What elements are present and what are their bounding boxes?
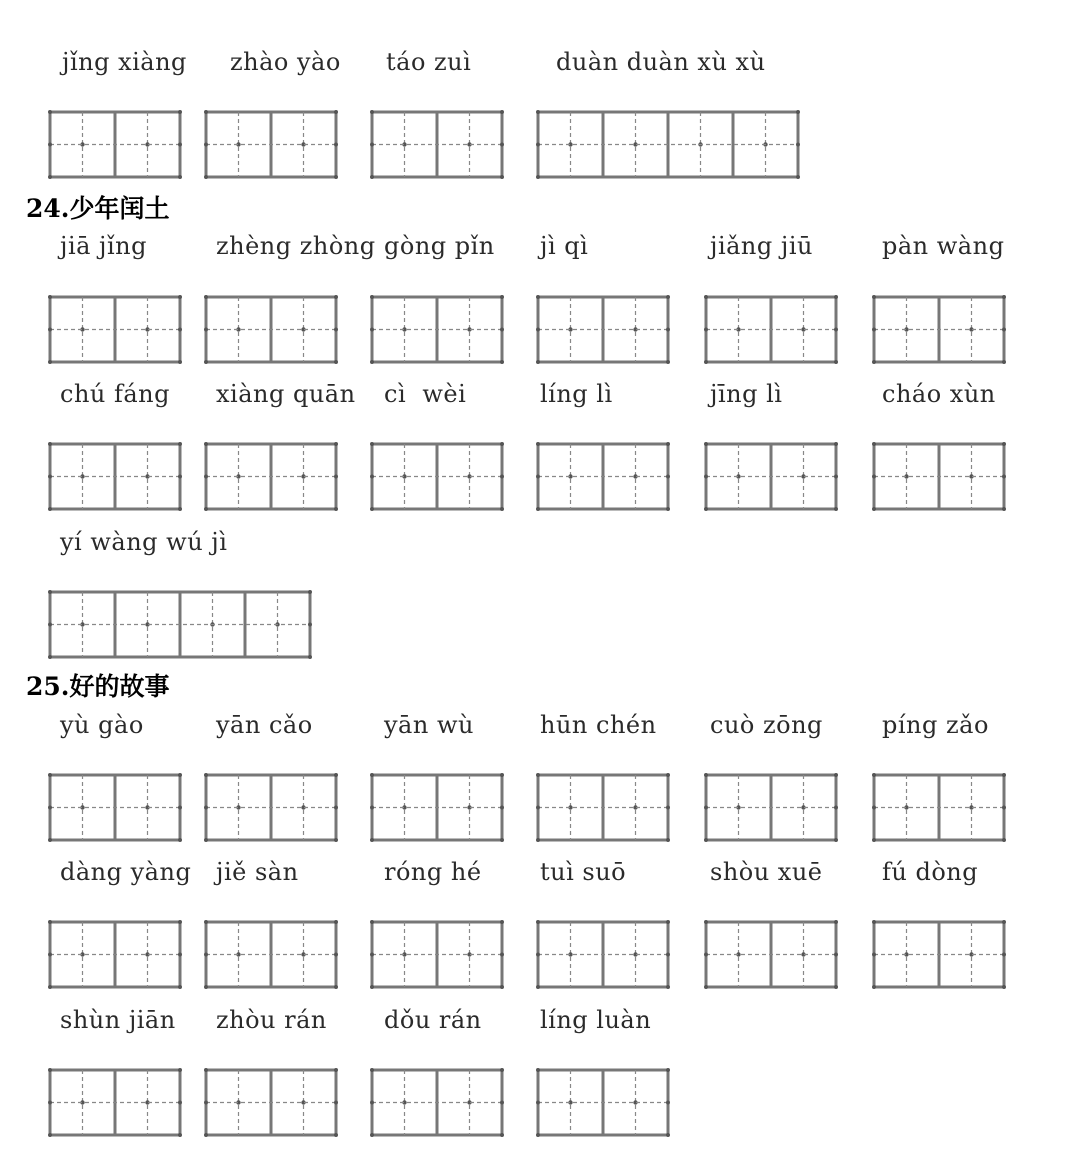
pinyin-label: jiā jǐng [60, 232, 147, 260]
tianzige-grid[interactable] [48, 110, 182, 179]
tianzige-grid[interactable] [48, 920, 182, 989]
pinyin-label: duàn duàn xù xù [556, 48, 766, 76]
pinyin-label: yù gào [60, 711, 144, 739]
pinyin-label: dǒu rán [384, 1006, 482, 1034]
tianzige-grid[interactable] [204, 1068, 338, 1137]
pinyin-label: yān cǎo [216, 711, 313, 739]
tianzige-grid[interactable] [48, 295, 182, 364]
pinyin-label: cuò zōng [710, 711, 823, 739]
tianzige-grid[interactable] [536, 1068, 670, 1137]
tianzige-grid[interactable] [536, 920, 670, 989]
tianzige-grid[interactable] [204, 442, 338, 511]
tianzige-grid[interactable] [370, 295, 504, 364]
pinyin-label: zhòu rán [216, 1006, 327, 1034]
tianzige-grid[interactable] [48, 1068, 182, 1137]
pinyin-label: jiě sàn [216, 858, 299, 886]
tianzige-grid[interactable] [872, 442, 1006, 511]
tianzige-grid[interactable] [370, 1068, 504, 1137]
pinyin-label: hūn chén [540, 711, 657, 739]
pinyin-label: zhèng zhòng [216, 232, 376, 260]
pinyin-label: shòu xuē [710, 858, 823, 886]
tianzige-grid[interactable] [872, 295, 1006, 364]
tianzige-grid[interactable] [536, 295, 670, 364]
pinyin-label: xiàng quān [216, 380, 356, 408]
tianzige-grid[interactable] [370, 110, 504, 179]
tianzige-grid[interactable] [704, 920, 838, 989]
pinyin-label: pàn wàng [882, 232, 1005, 260]
tianzige-grid[interactable] [704, 442, 838, 511]
tianzige-grid[interactable] [872, 920, 1006, 989]
pinyin-label: róng hé [384, 858, 482, 886]
tianzige-grid[interactable] [204, 920, 338, 989]
pinyin-label: líng lì [540, 380, 613, 408]
pinyin-label: píng zǎo [882, 711, 989, 739]
pinyin-label: dàng yàng [60, 858, 192, 886]
tianzige-grid[interactable] [536, 442, 670, 511]
tianzige-grid[interactable] [48, 590, 312, 659]
tianzige-grid[interactable] [370, 773, 504, 842]
lesson-heading: 24.少年闰土 [26, 194, 170, 223]
pinyin-label: táo zuì [386, 48, 472, 76]
tianzige-grid[interactable] [872, 773, 1006, 842]
pinyin-label: jǐng xiàng [62, 48, 187, 76]
tianzige-grid[interactable] [704, 295, 838, 364]
tianzige-grid[interactable] [48, 442, 182, 511]
pinyin-label: chú fáng [60, 380, 170, 408]
tianzige-grid[interactable] [204, 773, 338, 842]
tianzige-grid[interactable] [704, 773, 838, 842]
pinyin-label: zhào yào [230, 48, 341, 76]
pinyin-label: líng luàn [540, 1006, 652, 1034]
tianzige-grid[interactable] [48, 773, 182, 842]
pinyin-label: yān wù [384, 711, 474, 739]
pinyin-label: yí wàng wú jì [60, 528, 228, 556]
tianzige-grid[interactable] [204, 295, 338, 364]
tianzige-grid[interactable] [536, 773, 670, 842]
pinyin-label: gòng pǐn [384, 232, 495, 260]
tianzige-grid[interactable] [370, 442, 504, 511]
tianzige-grid[interactable] [536, 110, 800, 179]
pinyin-label: cháo xùn [882, 380, 996, 408]
pinyin-label: shùn jiān [60, 1006, 176, 1034]
pinyin-label: tuì suō [540, 858, 627, 886]
pinyin-label: cì wèi [384, 380, 467, 408]
lesson-heading: 25.好的故事 [26, 672, 170, 701]
tianzige-grid[interactable] [204, 110, 338, 179]
pinyin-label: jì qì [540, 232, 589, 260]
pinyin-label: jīng lì [710, 380, 783, 408]
pinyin-label: fú dòng [882, 858, 979, 886]
tianzige-grid[interactable] [370, 920, 504, 989]
pinyin-label: jiǎng jiū [710, 232, 813, 260]
